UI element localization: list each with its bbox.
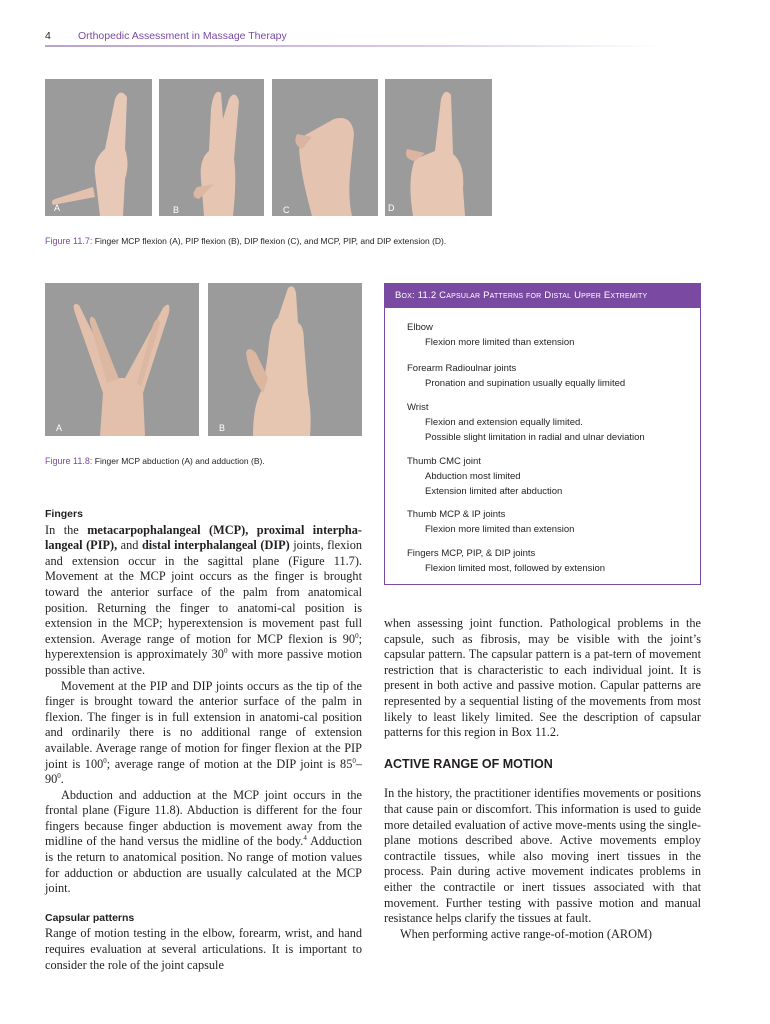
group-heading: Elbow xyxy=(407,322,433,333)
hand-mcp-adduction-illustration xyxy=(208,283,362,436)
group-heading: Fingers MCP, PIP, & DIP joints xyxy=(407,548,536,559)
header-rule xyxy=(45,45,665,47)
panel-label: C xyxy=(283,205,290,215)
capsular-patterns-heading: Capsular patterns xyxy=(45,911,135,924)
paragraph-fingers: In the metacarpophalangeal (MCP), proximal interpha-langeal (PIP), and distal interphalangeal (DIP) joints, flexion and extension occur in the sagittal plane (Figure 11.7). Movement at the MCP joint occurs as the finger is brought toward the anterior surface of the palm from anatomical position. Returning the finger to anatomi-cal position is extension in the MCP; hyperextension is movement past full extension. Average range of motion for MCP flexion is $90^0$; hyperextension is approximately $30^0$ with more passive motion possible than active. xyxy=(45,522,363,677)
paragraph-history: In the history, the practitioner identifies movements or positions that cause pain or discomfort. This information is used to guide more detailed evaluation of active move-ments using the single-plane motions described above. Active movements employ contractile tissues, while also moving inert tissues in the process. Pain during active movement indicates problems in either the contractile or inert tissues associated with that movement. Further testing with passive motion and manual resistance helps clarify the tissues at fault. xyxy=(384,786,701,926)
box-group-fingers xyxy=(407,546,605,576)
panel-label: B xyxy=(219,423,226,433)
running-header xyxy=(45,30,665,50)
group-line: Flexion more limited than extension xyxy=(425,524,575,535)
page-number: 4 xyxy=(45,30,51,42)
figure-label: Figure 11.8: xyxy=(45,456,93,466)
caption-text: Finger MCP flexion (A), PIP flexion (B), DIP flexion (C), and MCP, PIP, and DIP extension (D). xyxy=(94,236,447,246)
box-group-forearm xyxy=(407,361,625,391)
figure-11-8-caption xyxy=(45,456,265,466)
paragraph-capsular: Range of motion testing in the elbow, forearm, wrist, and hand requires evaluation at several articulations. It is important to consider the role of the joint capsule xyxy=(45,926,362,972)
figure-11-7-caption xyxy=(45,236,446,246)
group-heading: Thumb MCP & IP joints xyxy=(407,509,506,520)
hand-mcp-flexion-illustration xyxy=(45,79,152,216)
group-heading: Forearm Radioulnar joints xyxy=(407,363,517,374)
hand-dip-flexion-illustration xyxy=(272,79,378,216)
figure-11-7-photo-d xyxy=(385,79,492,216)
box-group-thumb-mcp-ip xyxy=(407,507,574,537)
box-title: Box: 11.2 Capsular Patterns for Distal Upper Extremity xyxy=(385,284,700,308)
figure-11-8-photo-b xyxy=(208,283,362,436)
box-group-elbow xyxy=(407,320,574,350)
caption-text: Finger MCP abduction (A) and adduction (B). xyxy=(94,456,265,466)
panel-label: A xyxy=(56,423,63,433)
figure-11-7-photo-c xyxy=(272,79,378,216)
reference-superscript: 4 xyxy=(303,834,307,843)
running-title: Orthopedic Assessment in Massage Therapy xyxy=(78,30,287,42)
group-line: Possible slight limitation in radial and ulnar deviation xyxy=(425,432,645,443)
fingers-heading: Fingers xyxy=(45,508,83,520)
group-line: Flexion more limited than extension xyxy=(425,337,575,348)
hand-pip-flexion-illustration xyxy=(159,79,264,216)
figure-11-7-photo-a xyxy=(45,79,152,216)
section-heading-arom: ACTIVE RANGE OF MOTION xyxy=(384,756,553,771)
box-group-wrist xyxy=(407,400,645,445)
paragraph-abduction: Abduction and adduction at the MCP joint occurs in the frontal plane (Figure 11.8). Abduction is different for the four fingers because finger abduction is movement away from the midline of the hand versus the midline of the body.$^4$ Adduction is the return to anatomical position. No range of motion values for adduction or abduction are usually calculated at the MCP joint. xyxy=(45,787,362,896)
right-column xyxy=(384,616,701,942)
paragraph-arom: When performing active range-of-motion (AROM) xyxy=(400,926,653,941)
box-group-thumb-cmc xyxy=(407,454,562,499)
group-heading: Thumb CMC joint xyxy=(407,456,481,467)
figure-11-7-photo-b xyxy=(159,79,264,216)
left-column xyxy=(45,507,362,973)
group-line: Extension limited after abduction xyxy=(425,486,563,497)
group-line: Abduction most limited xyxy=(425,471,521,482)
figure-11-8-photo-a xyxy=(45,283,199,436)
panel-label: B xyxy=(173,205,180,215)
hand-mcp-abduction-illustration xyxy=(45,283,199,436)
panel-label: D xyxy=(388,203,395,213)
paragraph-capsular-continued: when assessing joint function. Pathological problems in the capsule, such as fibrosis, may be visible with the joint’s capsular pattern. The capsular pattern is a pat-tern of movement restriction that is characteristic to each individual joint. It is present in both active and passive motion. Capular patterns are represented by a sequential listing of the movements from most likely to least likely limited. See the description of capsular patterns for this region in Box 11.2. xyxy=(384,616,701,740)
group-line: Flexion limited most, followed by extension xyxy=(425,563,606,574)
group-line: Pronation and supination usually equally limited xyxy=(425,378,626,389)
hand-extension-illustration xyxy=(385,79,492,216)
panel-label: A xyxy=(54,203,61,213)
figure-label: Figure 11.7: xyxy=(45,236,93,246)
group-heading: Wrist xyxy=(407,402,429,413)
paragraph-pip-dip: Movement at the PIP and DIP joints occurs as the tip of the finger is brought toward the anterior surface of the palm in flexion. The finger is in full extension in anatomi-cal position and ordinarily there is no additional range of extension available. Average range of motion for finger flexion at the PIP joint is $100^0$; average range of motion at the DIP joint is $85^0-90^0$. xyxy=(45,678,363,787)
group-line: Flexion and extension equally limited. xyxy=(425,417,583,428)
box-11-2 xyxy=(384,283,701,585)
